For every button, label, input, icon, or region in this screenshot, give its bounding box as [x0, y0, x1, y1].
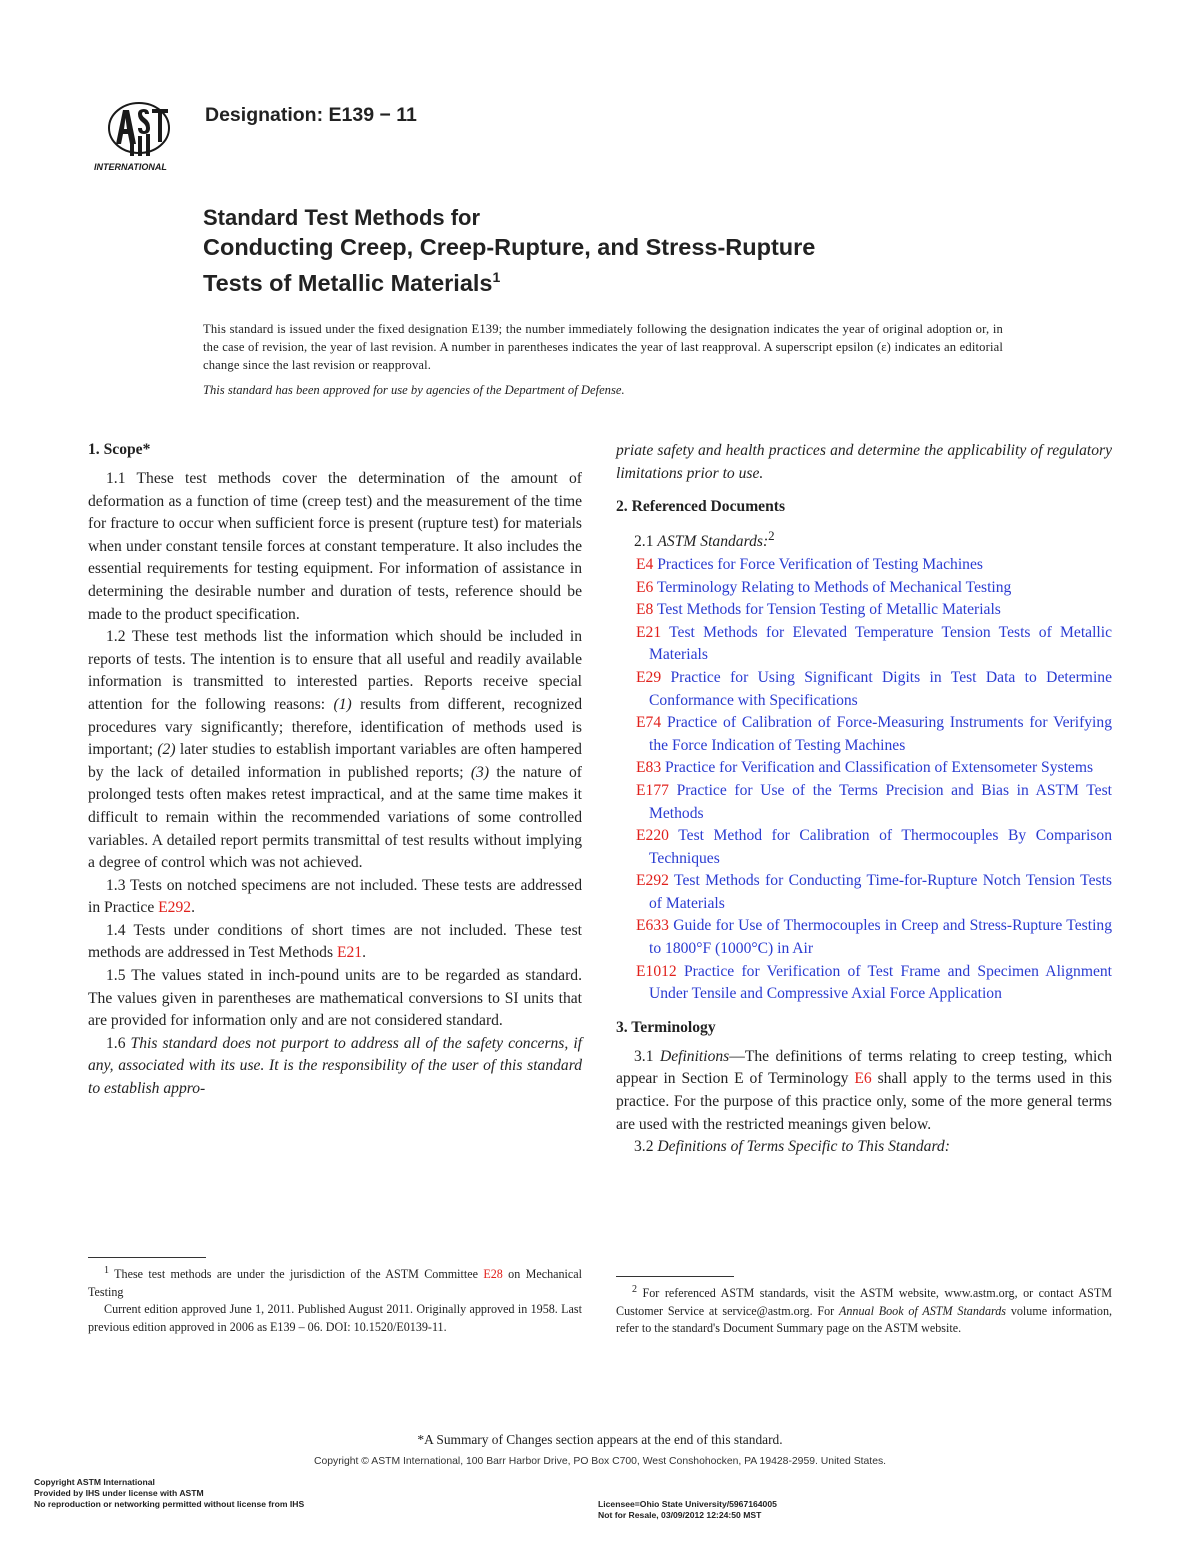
footnote-rule: [616, 1276, 734, 1277]
section-1-6-continued: priate safety and health practices and determine the applicability of regulatory limitations prior to use.: [616, 442, 1112, 482]
ref-code-link[interactable]: E292: [636, 872, 669, 890]
summary-of-changes-note: *A Summary of Changes section appears at the end of this standard.: [417, 1432, 783, 1447]
footnote-2: $^2$ For referenced ASTM standards, visit the ASTM website, www.astm.org, or contact ASTM Customer Service at service@astm.org. For Annual Book of ASTM Standards volume information, refer to the standard's Document Summary page on the ASTM website.: [616, 1276, 1112, 1338]
right-column: [616, 438, 1112, 1159]
document-title: [203, 204, 1003, 298]
ref-code-link[interactable]: E1012: [636, 962, 677, 980]
reference-item: [616, 757, 1112, 780]
ref-code-link[interactable]: E74: [636, 714, 662, 732]
reference-item: [616, 712, 1112, 757]
title-line-3: Tests of Metallic Materials$^1$: [203, 269, 501, 296]
footnote-rule: [88, 1257, 206, 1258]
section-3-2: 3.2 Definitions of Terms Specific to This Standard:: [634, 1138, 950, 1156]
section-1-1: 1.1 These test methods cover the determination of the amount of deformation as a function of time (creep test) and the measurement of the time for fracture to occur when sufficient force is present (rupture test) for materials when under constant tensile forces at constant temperature. It also includes the essential requirements for testing equipment. For information of assistance in determining the desirable number and duration of tests, reference should be made to the product specification.: [88, 470, 582, 623]
title-line-2: Conducting Creep, Creep-Rupture, and Stress-Rupture: [203, 234, 816, 260]
terminology-heading: 3. Terminology: [616, 1018, 716, 1036]
reference-item: [616, 870, 1112, 915]
ref-code-link[interactable]: E633: [636, 917, 669, 935]
section-1-3: 1.3 Tests on notched specimens are not included. These tests are addressed in Practice E292.: [88, 876, 582, 917]
logo-wordmark: INTERNATIONAL: [94, 162, 167, 172]
section-1-2: 1.2 These test methods list the information which should be included in reports of tests. The intention is to ensure that all useful and readily available information is transmitted to interested parties. Reports receive special attention for the following reasons: (1) results from different, recognized procedures vary significantly; therefore, identification of methods used is important; (2) later studies to establish important variables are often hampered by the lack of detailed information in published reports; (3) the nature of prolonged tests often makes retest impractical, and at the same time makes it difficult to remain within the recommended variations of some controlled variables. A detailed report permits transmittal of test results without implying a degree of control which was not achieved.: [88, 628, 583, 872]
left-column: [88, 438, 582, 1101]
ref-title-link[interactable]: Guide for Use of Thermocouples in Creep and Stress-Rupture Testing to 1800°F (1000°C) in Air: [649, 917, 1112, 958]
reference-item: [616, 554, 1112, 577]
ref-link-e21[interactable]: E21: [336, 944, 363, 962]
ref-code-link[interactable]: E83: [636, 759, 662, 777]
ref-title-link[interactable]: Test Methods for Tension Testing of Metallic Materials: [656, 601, 1001, 619]
section-1-5: 1.5 The values stated in inch-pound units are to be regarded as standard. The values given in parentheses are mathematical conversions to SI units that are provided for information only and are not considered standard.: [88, 967, 582, 1030]
ref-code-link[interactable]: E4: [636, 555, 654, 573]
ref-title-link[interactable]: Practice for Verification and Classification of Extensometer Systems: [665, 759, 1094, 777]
dod-note: This standard has been approved for use by agencies of the Department of Defense.: [203, 383, 625, 397]
section-1-4: 1.4 Tests under conditions of short times are not included. These test methods are addressed in Test Methods E21.: [88, 921, 582, 962]
ref-code-link[interactable]: E220: [636, 827, 669, 845]
ref-title-link[interactable]: Test Methods for Elevated Temperature Tension Tests of Metallic Materials: [649, 623, 1112, 664]
reference-item: [616, 780, 1112, 825]
ref-code-link[interactable]: E177: [636, 781, 669, 799]
ref-link-e28[interactable]: E28: [483, 1267, 503, 1282]
reference-item: [616, 622, 1112, 667]
title-line-1: Standard Test Methods for: [203, 205, 481, 230]
ref-code-link[interactable]: E8: [636, 601, 654, 619]
copyright-line: Copyright © ASTM International, 100 Barr Harbor Drive, PO Box C700, West Conshohocken, PA 19428-2959. United States.: [313, 1456, 887, 1467]
ref-title-link[interactable]: Test Methods for Conducting Time-for-Rupture Notch Tension Tests of Materials: [649, 872, 1112, 912]
reference-item: [616, 915, 1112, 960]
scope-heading: 1. Scope*: [88, 441, 151, 458]
reference-item: [616, 825, 1112, 870]
ref-link-e292[interactable]: E292: [158, 899, 192, 917]
ref-title-link[interactable]: Practice for Verification of Test Frame and Specimen Alignment Under Tensile and Compressive Axial Force Application: [649, 962, 1113, 1003]
license-right: Licensee=Ohio State University/5967164005 Not for Resale, 03/09/2012 12:24:50 MST: [598, 1499, 777, 1520]
ref-title-link[interactable]: Terminology Relating to Methods of Mechanical Testing: [656, 578, 1012, 596]
section-1-6: 1.6 This standard does not purport to address all of the safety concerns, if any, associated with its use. It is the responsibility of the user of this standard to establish appro-: [88, 1034, 582, 1098]
reference-item: [616, 667, 1112, 712]
section-3-1: 3.1 Definitions—The definitions of terms relating to creep testing, which appear in Section E of Terminology E6 shall apply to the terms used in this practice. For the purpose of this practice only, some of the more general terms are used with the restricted meanings given below.: [616, 1047, 1113, 1133]
ref-title-link[interactable]: Practices for Force Verification of Testing Machines: [657, 555, 983, 573]
ref-title-link[interactable]: Practice of Calibration of Force-Measuring Instruments for Verifying the Force Indication of Testing Machines: [649, 714, 1112, 754]
ref-link-e6[interactable]: E6: [854, 1070, 872, 1088]
ref-code-link[interactable]: E6: [636, 578, 654, 596]
referenced-documents-list: [616, 554, 1112, 1006]
title-footnote-mark: 1: [492, 269, 501, 285]
ref-title-link[interactable]: Test Method for Calibration of Thermocouples By Comparison Techniques: [649, 827, 1112, 867]
ref-title-link[interactable]: Practice for Using Significant Digits in Test Data to Determine Conformance with Specifications: [649, 668, 1112, 709]
ref-code-link[interactable]: E21: [636, 623, 662, 641]
ref-code-link[interactable]: E29: [636, 668, 662, 686]
license-left: Copyright ASTM International Provided by IHS under license with ASTM No reproduction or networking permitted without license from IHS: [34, 1477, 305, 1509]
section-2-1: 2.1 ASTM Standards:$^2$: [634, 528, 775, 551]
footnote-1: $^1$ These test methods are under the jurisdiction of the ASTM Committee E28 on Mechanical Testing Current edition approved June 1, 2011. Published August 2011. Originally approved in 1958. Last previous edition approved in 2006 as E139 – 06. DOI: 10.1520/E0139-11.: [88, 1257, 582, 1336]
reference-item: [616, 599, 1112, 622]
designation: Designation: E139 − 11: [205, 104, 417, 126]
referenced-documents-heading: 2. Referenced Documents: [616, 498, 786, 516]
astm-logo: [92, 98, 190, 174]
ref-title-link[interactable]: Practice for Use of the Terms Precision and Bias in ASTM Test Methods: [649, 781, 1112, 822]
issue-note: This standard is issued under the fixed designation E139; the number immediately following the designation indicates the year of original adoption or, in the case of revision, the year of last revision. A number in parentheses indicates the year of last reapproval. A superscript epsilon (ε) indicates an editorial change since the last revision or reapproval.: [203, 322, 1003, 372]
reference-item: [616, 577, 1112, 600]
reference-item: [616, 961, 1112, 1006]
